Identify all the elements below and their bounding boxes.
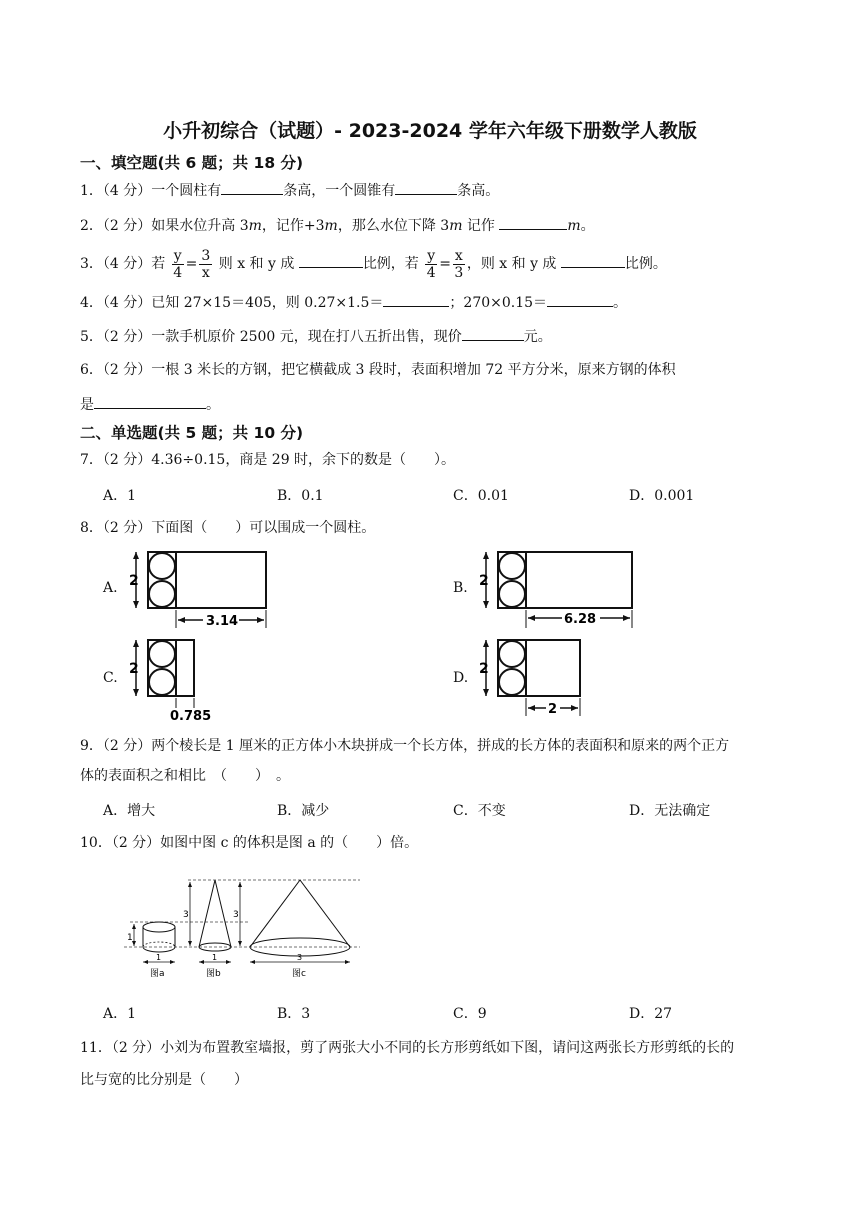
unit-m: m	[567, 218, 581, 234]
option-b[interactable]: B．3	[277, 1006, 311, 1022]
q3-text-d: ，则 x 和 y 成	[466, 256, 557, 272]
q2-text-d: 记作	[462, 218, 500, 234]
option-b[interactable]: B．减少	[277, 803, 330, 819]
dim-width-label: 2	[548, 702, 558, 717]
q1-text-b: 条高，一个圆锥有	[283, 183, 396, 199]
answer-blank	[547, 292, 613, 307]
page-title: 小升初综合（试题）- 2023-2024 学年六年级下册数学人教版	[163, 120, 697, 142]
cylinder-net-figure-c	[128, 636, 212, 724]
question-10: 10．（2 分）如图中图 c 的体积是图 a 的（ ）倍。	[80, 835, 419, 851]
dim-width-label: 6.28	[564, 612, 597, 627]
question-4	[80, 292, 627, 313]
figure-label-a[interactable]: A.	[103, 580, 118, 596]
unit-m: m	[449, 218, 463, 234]
cone-c-height: 3	[233, 910, 239, 920]
question-9-line1: 9．（2 分）两个棱长是 1 厘米的正方体小木块拼成一个长方体，拼成的长方体的表面积和原来的两个正方	[80, 738, 730, 754]
figure-c-label: 图c	[292, 969, 306, 979]
option-c[interactable]: C．0.01	[453, 488, 509, 504]
question-2	[80, 215, 595, 236]
cone-b-height: 3	[183, 910, 189, 920]
option-d[interactable]: D．无法确定	[629, 803, 711, 819]
question-3: 3．（4 分）若 $\frac{y}{4}$ = $\frac{3}{x}$ 则 x 和 y 成 比例，若 $\frac{y}{4}$ = $\frac{x}{3}$ ，则 x 和 y 成 比例。	[80, 247, 667, 281]
fraction: $\frac{3}{x}$	[201, 247, 211, 281]
cylinder-net-figure-a	[128, 548, 273, 634]
dim-height-label: 2	[479, 573, 489, 589]
q2-text-c: ，那么水位下降 3	[337, 218, 450, 234]
question-1	[80, 180, 499, 201]
cylinder-net-figure-b	[478, 548, 638, 634]
q3-text-a: 3．（4 分）若	[80, 256, 166, 272]
answer-blank	[462, 326, 524, 341]
q1-text-a: 1．（4 分）一个圆柱有	[80, 183, 222, 199]
question-6-line2	[80, 394, 220, 415]
unit-m: m	[324, 218, 338, 234]
cylinder-a-diameter: 1	[156, 953, 162, 962]
question-9-line2: 体的表面积之和相比 （ ） 。	[80, 768, 290, 784]
figure-a-label: 图a	[150, 969, 165, 979]
cone-c-diameter: 3	[297, 953, 303, 962]
option-d[interactable]: D．0.001	[629, 488, 695, 504]
option-d[interactable]: D．27	[629, 1006, 673, 1022]
option-c[interactable]: C．9	[453, 1006, 487, 1022]
question-5	[80, 326, 552, 347]
dim-width-label: 0.785	[170, 709, 212, 724]
dim-width-label: 3.14	[206, 614, 239, 629]
answer-blank	[94, 394, 206, 409]
cylinder-net-figure-d	[478, 636, 588, 722]
q6-text-b: 是	[80, 397, 94, 413]
figure-label-b[interactable]: B.	[453, 580, 468, 596]
fraction: $\frac{y}{4}$	[173, 247, 183, 281]
cylinder-a-height: 1	[127, 933, 133, 943]
answer-blank	[395, 180, 457, 195]
option-a[interactable]: A．1	[103, 1006, 137, 1022]
option-a[interactable]: A．增大	[103, 803, 156, 819]
question-11-line1: 11．（2 分）小刘为布置教室墙报，剪了两张大小不同的长方形剪纸如下图，请问这两张长方形剪纸的长的	[80, 1040, 735, 1056]
section-heading-single-choice: 二、单选题(共 5 题；共 10 分)	[80, 424, 304, 442]
answer-blank	[221, 180, 283, 195]
answer-blank	[499, 215, 567, 230]
question-6-line1: 6．（2 分）一根 3 米长的方钢，把它横截成 3 段时，表面积增加 72 平方分米，原来方钢的体积	[80, 362, 676, 378]
q2-text-a: 2．（2 分）如果水位升高 3	[80, 218, 249, 234]
option-b[interactable]: B．0.1	[277, 488, 324, 504]
option-a[interactable]: A．1	[103, 488, 137, 504]
figure-label-d[interactable]: D.	[453, 670, 469, 686]
q5-text-a: 5．（2 分）一款手机原价 2500 元，现在打八五折出售，现价	[80, 329, 462, 345]
q4-text-b: ；270×0.15＝	[449, 295, 548, 311]
option-c[interactable]: C．不变	[453, 803, 506, 819]
question-7: 7．（2 分）4.36÷0.15，商是 29 时，余下的数是（ ）。	[80, 452, 456, 468]
solids-figure	[110, 874, 370, 984]
q3-text-c: 比例，若	[362, 256, 419, 272]
answer-blank	[299, 253, 363, 268]
q4-text-a: 4．（4 分）已知 27×15＝405，则 0.27×1.5＝	[80, 295, 384, 311]
q1-text-c: 条高。	[457, 183, 500, 199]
dim-height-label: 2	[479, 661, 489, 677]
q3-text-b: 则 x 和 y 成	[218, 256, 295, 272]
q2-text-b: ，记作+3	[261, 218, 325, 234]
fraction: $\frac{y}{4}$	[426, 247, 436, 281]
fraction: $\frac{x}{3}$	[454, 247, 464, 281]
dim-height-label: 2	[129, 661, 139, 677]
section-heading-fill-blank: 一、填空题(共 6 题；共 18 分)	[80, 154, 304, 172]
cone-b-diameter: 1	[212, 953, 218, 962]
figure-label-c[interactable]: C.	[103, 670, 118, 686]
figure-b-label: 图b	[206, 969, 221, 979]
q2-text-e: 。	[580, 218, 595, 234]
q3-text-e: 比例。	[624, 256, 667, 272]
q6-text-c: 。	[206, 397, 220, 413]
q4-text-c: 。	[613, 295, 628, 311]
q5-text-b: 元。	[523, 329, 552, 345]
dim-height-label: 2	[129, 573, 139, 589]
question-8: 8．（2 分）下面图（ ）可以围成一个圆柱。	[80, 520, 376, 536]
answer-blank	[383, 292, 449, 307]
answer-blank	[561, 253, 625, 268]
unit-m: m	[248, 218, 262, 234]
question-11-line2: 比与宽的比分别是（ ）	[80, 1072, 248, 1088]
